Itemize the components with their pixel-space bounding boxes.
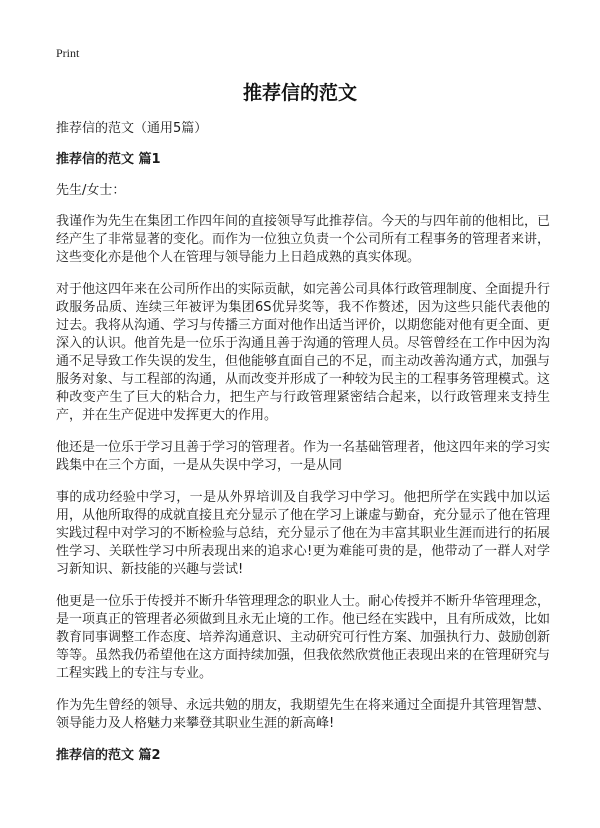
letter-paragraph: 作为先生曾经的领导、永远共勉的朋友，我期望先生在将来通过全面提升其管理智慧、领导能力及人格魅力来攀登其职业生涯的新高峰! — [56, 698, 551, 731]
letter-paragraph: 我谨作为先生在集团工作四年间的直接领导写此推荐信。今天的与四年前的他相比，已经产生了非常显著的变化。而作为一位独立负责一个公司所有工程事务的管理者来讲，这些变化亦是他个人在管理与领导能力上日趋成熟的真实体现。 — [56, 214, 551, 265]
print-link[interactable]: Print — [56, 46, 80, 60]
page-title: 推荐信的范文 — [242, 82, 357, 104]
document-body — [56, 120, 550, 778]
section-heading-1: 推荐信的范文 篇1 — [56, 152, 161, 167]
letter-paragraph: 他还是一位乐于学习且善于学习的管理者。作为一名基础管理者，他这四年来的学习实践集中在三个方面，一是从失误中学习，一是从同 — [56, 440, 551, 473]
letter-paragraph: 对于他这四年来在公司所作出的实际贡献，如完善公司具体行政管理制度、全面提升行政服务品质、连续三年被评为集团6S优异奖等，我不作赘述，因为这些只能代表他的过去。我将从沟通、学习与传播三方面对他作出适当评价，以期您能对他有更全面、更深入的认识。他首先是一位乐于沟通且善于沟通的管理人员。尽管曾经在工作中因为沟通不足导致工作失误的发生，但他能够直面自己的不足，而主动改善沟通方式，加强与服务对象、与工程部的沟通，从而改变并形成了一种较为民主的工程事务管理模式。这种改变产生了巨大的粘合力，把生产与行政管理紧密结合起来，以行政管理来支持生产，并在生产促进中发挥更大的作用。 — [56, 282, 551, 423]
document-subtitle: 推荐信的范文（通用5篇） — [56, 121, 208, 136]
letter-paragraph: 事的成功经验中学习，一是从外界培训及自我学习中学习。他把所学在实践中加以运用，从他所取得的成就直接且充分显示了他在学习上谦虚与勤奋，充分显示了他在管理实践过程中对学习的不断检验与总结，充分显示了他在为丰富其职业生涯而进行的拓展性学习、关联性学习中所表现出来的追求心!更为难能可贵的是，他带动了一群人对学习新知识、新技能的兴趣与尝试! — [56, 490, 551, 577]
letter-paragraph: 他更是一位乐于传授并不断升华管理理念的职业人士。耐心传授并不断升华管理理念，是一项真正的管理者必须做到且永无止境的工作。他已经在实践中，且有所成效，比如教育同事调整工作态度、培养沟通意识、主动研究可行性方案、加强执行力、鼓励创新等等。虽然我仍希望他在这方面持续加强，但我依然欣赏他正表现出来的在管理研究与工程实践上的专注与专业。 — [56, 594, 551, 681]
section-heading-2: 推荐信的范文 篇2 — [56, 748, 161, 763]
letter-greeting: 先生/女士： — [56, 183, 126, 198]
